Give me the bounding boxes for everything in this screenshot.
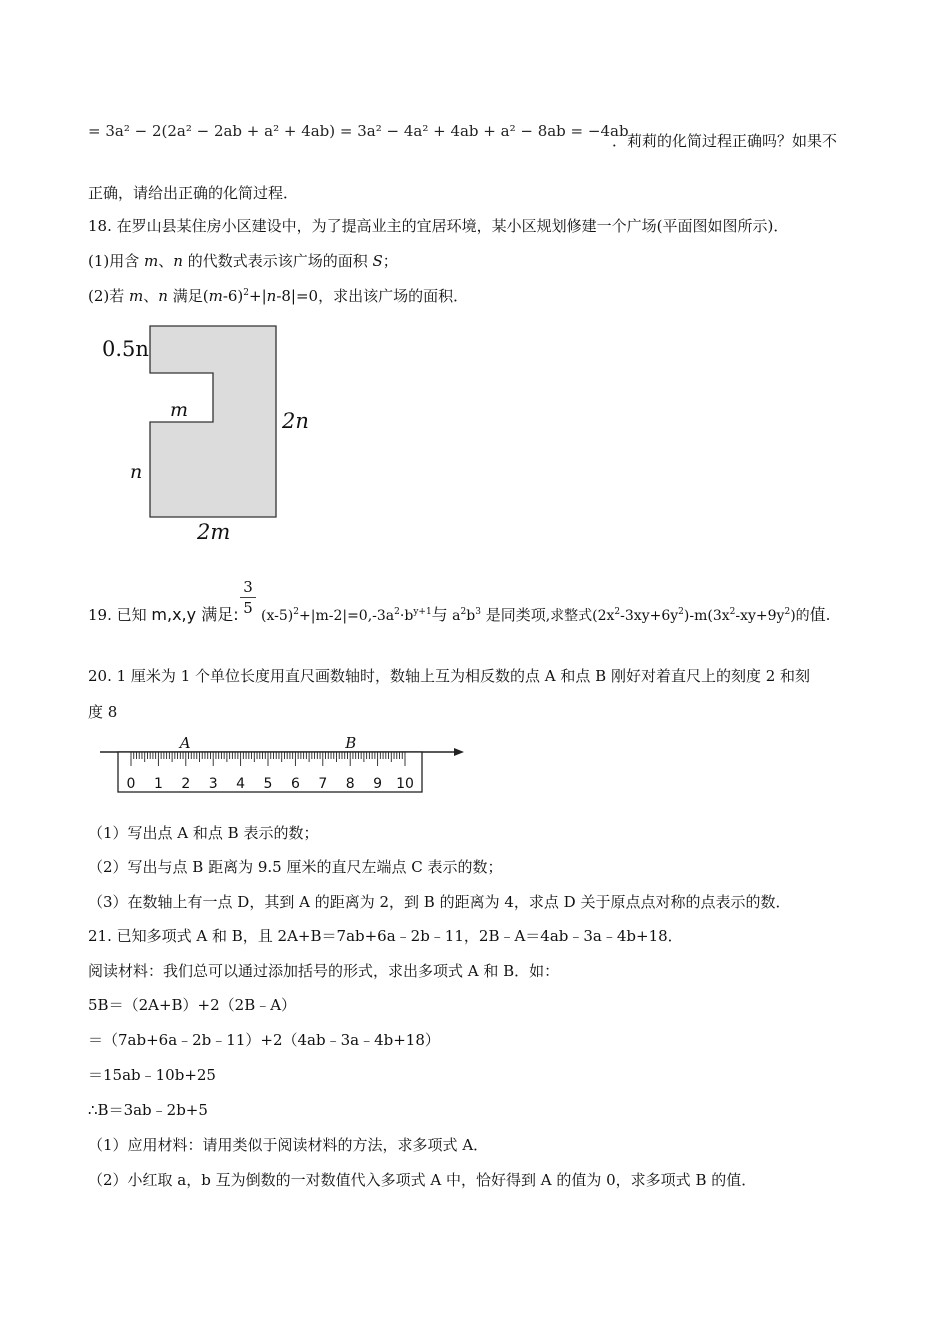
ruler-tick-label: 0 <box>126 776 136 792</box>
q17-formula: = 3a² − 2(2a² − 2ab + a² + 4ab) = 3a² − 4a² + 4ab + a² − 8ab = −4ab <box>88 122 629 140</box>
q17-line2: 正确，请给出正确的化简过程． <box>88 184 299 202</box>
q20-part3: （3）在数轴上有一点 D，其到 A 的距离为 2，到 B 的距离为 4，求点 D 关于原点点对称的点表示的数． <box>88 893 791 911</box>
q18-part1: (1)用含 m、n 的代数式表示该广场的面积 S； <box>88 252 398 270</box>
label-2n: 2n <box>282 409 309 433</box>
ruler-tick-label: 8 <box>345 776 355 792</box>
q20-part1: （1）写出点 A 和点 B 表示的数； <box>88 824 319 842</box>
point-a-label: A <box>179 734 191 752</box>
label-n: n <box>130 461 143 483</box>
q21-read: 阅读材料：我们总可以通过添加括号的形式，求出多项式 A 和 B．如： <box>88 962 560 980</box>
q18-stem: 18. 在罗山县某住房小区建设中，为了提高业主的宜居环境，某小区规划修建一个广场(平面图如图所示)． <box>88 217 789 235</box>
q18-plaza-figure <box>90 318 330 550</box>
q21-step3: ＝15ab﹣10b+25 <box>88 1066 216 1084</box>
ruler-tick-label: 9 <box>373 776 383 792</box>
ruler-tick-label: 4 <box>236 776 246 792</box>
q17-tail: ．莉莉的化简过程正确吗？如果不 <box>612 132 838 150</box>
q20-line2: 度 8 <box>88 703 118 721</box>
ruler-tick-label: 10 <box>396 776 414 792</box>
ruler-tick-label: 3 <box>208 776 218 792</box>
ruler-tick-label: 5 <box>263 776 273 792</box>
q20-line1: 20. 1 厘米为 1 个单位长度用直尺画数轴时，数轴上互为相反数的点 A 和点 B 刚好对着直尺上的刻度 2 和刻 <box>88 667 811 685</box>
q21-part1: （1）应用材料：请用类似于阅读材料的方法，求多项式 A． <box>88 1136 489 1154</box>
q20-part2: （2）写出与点 B 距离为 9.5 厘米的直尺左端点 C 表示的数； <box>88 858 503 876</box>
q21-step4: ∴B＝3ab﹣2b+5 <box>88 1101 208 1119</box>
label-2m: 2m <box>197 520 231 544</box>
axis-arrowhead <box>454 748 464 756</box>
label-0-5n: 0.5n <box>102 337 149 361</box>
q21-part2: （2）小红取 a，b 互为倒数的一对数值代入多项式 A 中，恰好得到 A 的值为 0，求多项式 B 的值． <box>88 1171 757 1189</box>
ruler-tick-label: 6 <box>290 776 300 792</box>
q19-stem: 19. 已知 m,x,y 满足: $(x-5)^2+|m-2|=0,-3a^2\cdot b^{y+1}$与 $a^2b^3$ 是同类项,求整式$(2x^2-3xy+6y^2)-m(3x^2-xy+9y^2)$的值. <box>88 605 831 624</box>
point-b-label: B <box>345 734 357 752</box>
ruler-tick-label: 7 <box>318 776 328 792</box>
plaza-shape <box>150 326 276 517</box>
q21-step1: 5B＝（2A+B）+2（2B﹣A） <box>88 996 297 1014</box>
q21-stem: 21. 已知多项式 A 和 B，且 2A+B＝7ab+6a﹣2b﹣11，2B﹣A＝4ab﹣3a﹣4b+18． <box>88 927 683 945</box>
q18-part2: (2)若 m、n 满足$(m-6)^2+|n-8|=0$，求出该广场的面积． <box>88 287 469 305</box>
q19-frac-num: 3 <box>243 578 253 596</box>
ruler-tick-label: 2 <box>181 776 191 792</box>
ruler-tick-label: 1 <box>153 776 163 792</box>
q19-frac-den: 5 <box>243 599 253 617</box>
q21-step2: ＝（7ab+6a﹣2b﹣11）+2（4ab﹣3a﹣4b+18） <box>88 1031 440 1049</box>
q20-ruler-figure <box>96 732 468 796</box>
label-m: m <box>170 399 189 421</box>
